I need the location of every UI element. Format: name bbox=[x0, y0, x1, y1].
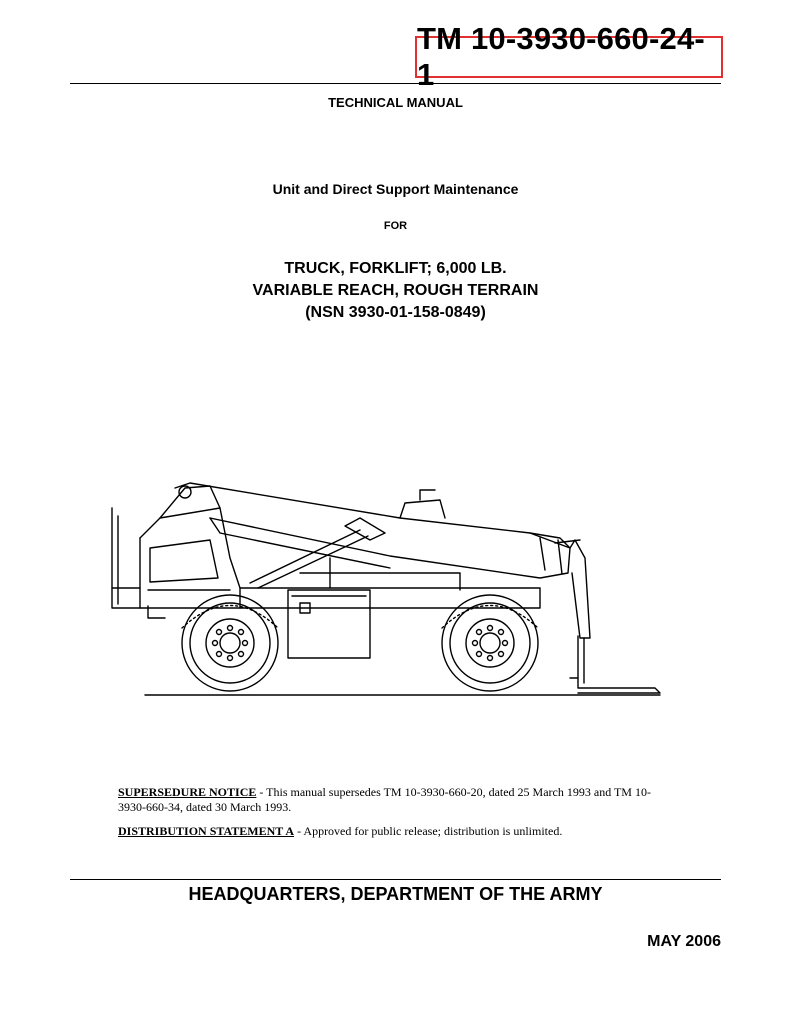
front-wheel bbox=[442, 595, 538, 691]
header-rule bbox=[70, 83, 721, 84]
distribution-label: DISTRIBUTION STATEMENT A bbox=[118, 824, 295, 838]
tank-box bbox=[288, 590, 370, 658]
footer-rule bbox=[70, 879, 721, 880]
supersedure-notice bbox=[118, 785, 678, 815]
rear-wheel bbox=[182, 595, 278, 691]
distribution-text: - Approved for public release; distribution is unlimited. bbox=[294, 824, 563, 838]
distribution-statement bbox=[118, 824, 678, 839]
publication-date: MAY 2006 bbox=[647, 933, 721, 950]
supersedure-text: - This manual supersedes TM 10-3930-660-20, dated 25 March 1993 and TM 10-3930-660-34, dated 30 March 1993. bbox=[118, 785, 651, 814]
subtitle: Unit and Direct Support Maintenance bbox=[272, 181, 519, 197]
supersedure-label: SUPERSEDURE NOTICE bbox=[118, 785, 257, 799]
forklift-truck-illustration bbox=[100, 478, 690, 703]
manual-number: TM 10-3930-660-24-1 bbox=[415, 36, 723, 78]
carriage bbox=[570, 540, 590, 638]
issuer: HEADQUARTERS, DEPARTMENT OF THE ARMY bbox=[188, 884, 603, 904]
rear-wheel-lugs bbox=[213, 626, 248, 661]
manual-type: TECHNICAL MANUAL bbox=[328, 95, 463, 110]
for-label: FOR bbox=[383, 220, 408, 232]
rear-frame bbox=[112, 508, 140, 608]
chassis bbox=[240, 588, 540, 608]
title-line-1: TRUCK, FORKLIFT; 6,000 LB. bbox=[284, 260, 507, 277]
title-line-2: VARIABLE REACH, ROUGH TERRAIN bbox=[252, 282, 539, 299]
cab-window bbox=[150, 540, 218, 582]
forks bbox=[578, 636, 660, 693]
title-line-3: (NSN 3930-01-158-0849) bbox=[305, 304, 486, 321]
front-wheel-lugs bbox=[473, 626, 508, 661]
